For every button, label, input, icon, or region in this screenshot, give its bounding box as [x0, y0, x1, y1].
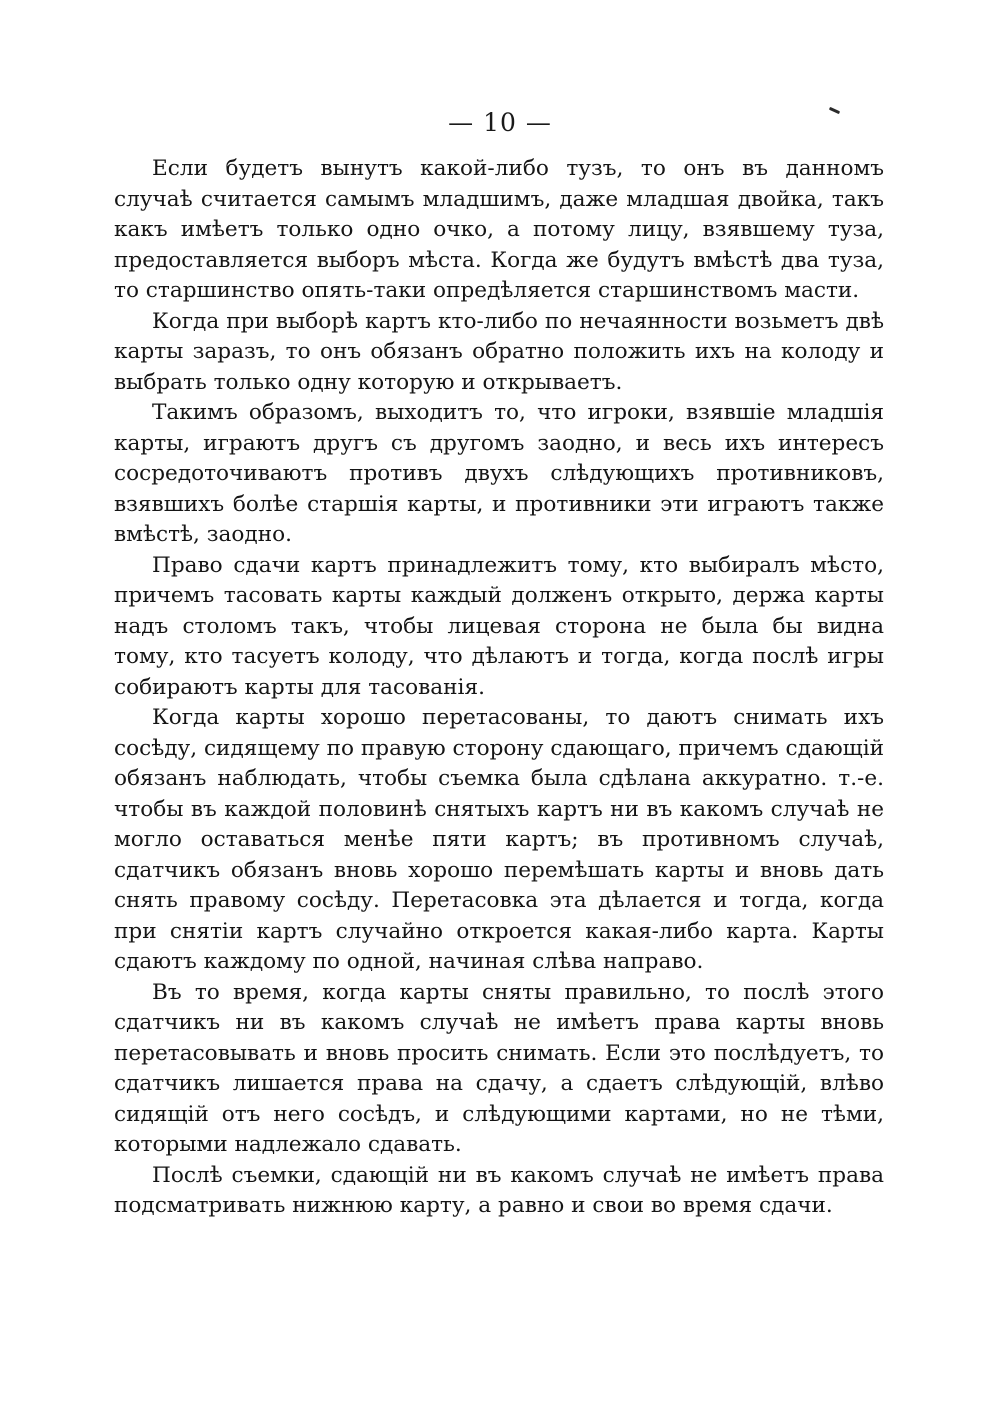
paragraph: Когда при выборѣ картъ кто-либо по нечаянности возьметъ двѣ карты заразъ, то онъ обязанъ обратно положить ихъ на колоду и выбрать только одну которую и открываетъ.: [114, 308, 884, 395]
paragraph: Въ то время, когда карты сняты правильно, то послѣ этого сдатчикъ ни въ какомъ случаѣ не имѣетъ права карты вновь перетасовывать и вновь просить снимать. Если это послѣдуетъ, то сдатчикъ лишается права на сдачу, а сдаетъ слѣдующій, влѣво сидящій отъ него сосѣдъ, и слѣдующими картами, но не тѣми, которыми надлежало сдавать.: [114, 979, 884, 1157]
paragraph: Когда карты хорошо перетасованы, то даютъ снимать ихъ сосѣду, сидящему по правую сторону сдающаго, причемъ сдающій обязанъ наблюдать, чтобы съемка была сдѣлана аккуратно. т.-е. чтобы въ каждой половинѣ снятыхъ картъ ни въ какомъ случаѣ не могло оставаться менѣе пяти картъ; въ противномъ случаѣ, сдатчикъ обязанъ вновь хорошо перемѣшать карты и вновь дать снять правому сосѣду. Перетасовка эта дѣлается и тогда, когда при снятіи картъ случайно откроется какая-либо карта. Карты сдаютъ каждому по одной, начиная слѣва направо.: [114, 705, 884, 974]
paragraph: Право сдачи картъ принадлежитъ тому, кто выбиралъ мѣсто, причемъ тасовать карты каждый долженъ открыто, держа карты надъ столомъ такъ, чтобы лицевая сторона не была бы видна тому, кто тасуетъ колоду, что дѣлаютъ и тогда, когда послѣ игры собираютъ карты для тасованія.: [114, 552, 884, 700]
paragraph: Если будетъ вынутъ какой-либо тузъ, то онъ въ данномъ случаѣ считается самымъ младшимъ, даже младшая двойка, такъ какъ имѣетъ только одно очко, а потому лицу, взявшему туза, предоставляется выборъ мѣста. Когда же будутъ вмѣстѣ два туза, то старшинство опять-таки опредѣляется старшинствомъ масти.: [114, 156, 884, 303]
paragraph: Такимъ образомъ, выходитъ то, что игроки, взявшіе младшія карты, играютъ другъ съ другомъ заодно, и весь ихъ интересъ сосредоточиваютъ противъ двухъ слѣдующихъ противниковъ, взявшихъ болѣе старшія карты, и противники эти играютъ также вмѣстѣ, заодно.: [114, 400, 884, 547]
paragraph: Послѣ съемки, сдающій ни въ какомъ случаѣ не имѣетъ права подсматривать нижнюю карту, а равно и свои во время сдачи.: [114, 1162, 884, 1218]
page-number: — 10 —: [448, 108, 552, 137]
body-text: [114, 154, 884, 1222]
